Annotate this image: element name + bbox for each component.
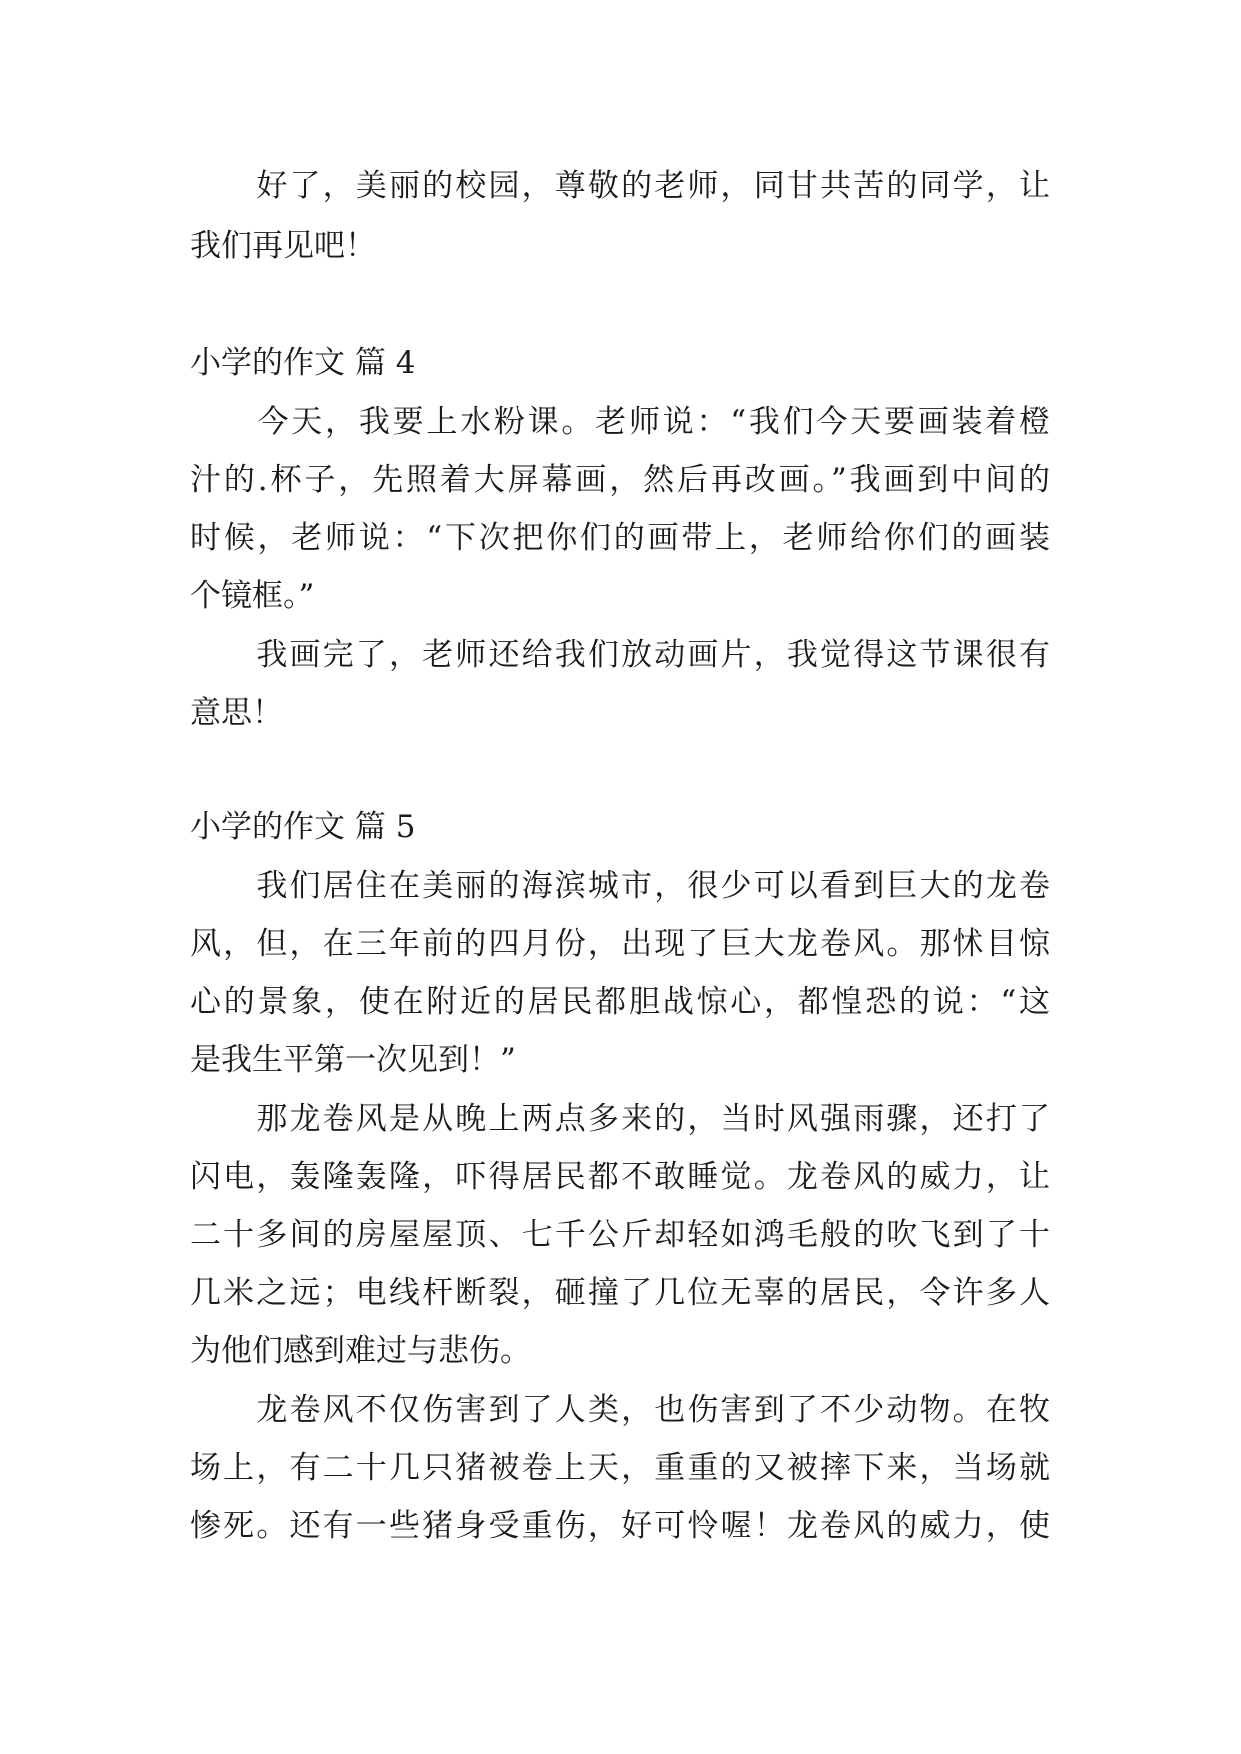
body-text-line: 几米之远；电线杆断裂，砸撞了几位无辜的居民，令许多人 (190, 1275, 1050, 1311)
body-text-line: 个镜框。” (190, 578, 315, 614)
body-text-line: 汁的.杯子，先照着大屏幕画，然后再改画。”我画到中间的 (190, 462, 1050, 498)
section-heading: 小学的作文 篇 4 (190, 345, 416, 381)
body-text-line: 我画完了，老师还给我们放动画片，我觉得这节课很有 (190, 637, 1050, 673)
body-text-line: 惨死。还有一些猪身受重伤，好可怜喔！龙卷风的威力，使 (190, 1508, 1050, 1544)
body-text-line: 为他们感到难过与悲伤。 (190, 1333, 531, 1369)
body-text-line: 龙卷风不仅伤害到了人类，也伤害到了不少动物。在牧 (190, 1392, 1050, 1428)
body-text-line: 闪电，轰隆轰隆，吓得居民都不敢睡觉。龙卷风的威力，让 (190, 1159, 1050, 1195)
body-text-line: 二十多间的房屋屋顶、七千公斤却轻如鸿毛般的吹飞到了十 (190, 1217, 1050, 1253)
body-text-line: 好了，美丽的校园，尊敬的老师，同甘共苦的同学，让 (190, 168, 1050, 204)
body-text-line: 场上，有二十几只猪被卷上天，重重的又被摔下来，当场就 (190, 1450, 1050, 1486)
body-text-line: 风，但，在三年前的四月份，出现了巨大龙卷风。那怵目惊 (190, 926, 1050, 962)
body-text-line: 我们再见吧！ (190, 228, 376, 264)
body-text-line: 时候，老师说：“下次把你们的画带上，老师给你们的画装 (190, 520, 1050, 556)
body-text-line: 意思！ (190, 695, 283, 731)
body-text-line: 我们居住在美丽的海滨城市，很少可以看到巨大的龙卷 (190, 868, 1050, 904)
body-text-line: 那龙卷风是从晚上两点多来的，当时风强雨骤，还打了 (190, 1101, 1050, 1137)
body-text-line: 心的景象，使在附近的居民都胆战惊心，都惶恐的说：“这 (190, 984, 1050, 1020)
body-text-line: 今天，我要上水粉课。老师说：“我们今天要画装着橙 (190, 404, 1050, 440)
body-text-line: 是我生平第一次见到！” (190, 1042, 516, 1078)
section-heading: 小学的作文 篇 5 (190, 809, 416, 845)
